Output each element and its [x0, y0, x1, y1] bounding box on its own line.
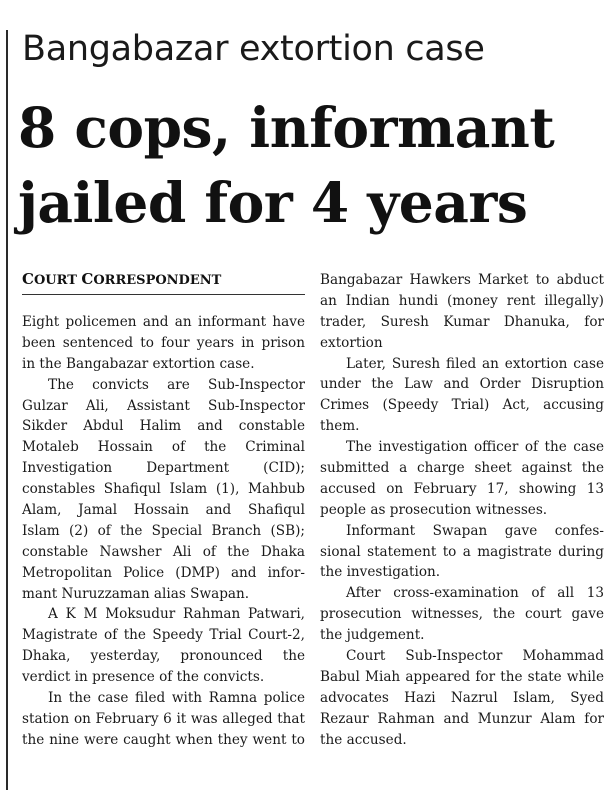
text-line: the judgement.	[320, 627, 425, 644]
text-line: Crimes (Speedy Trial) Act, accusing	[320, 397, 604, 414]
text-line: advocates Hazi Nazrul Islam, Syed	[320, 689, 604, 706]
byline-rest-2: ORRESPONDENT	[93, 273, 222, 288]
text-line: Metropolitan Police (DMP) and infor-	[22, 564, 305, 581]
text-line: Rezaur Rahman and Munzur Alam for	[320, 710, 604, 727]
text-line: station on February 6 it was alleged that	[22, 710, 305, 727]
text-line: Dhaka, yesterday, pronounced the	[22, 648, 305, 665]
text-line: been sentenced to four years in prison	[22, 334, 305, 351]
text-line: sional statement to a magistrate during	[320, 543, 604, 560]
text-line: The convicts are Sub-Inspector	[48, 376, 305, 393]
text-line: an Indian hundi (money rent illegally)	[320, 292, 604, 309]
text-line: In the case filed with Ramna police	[48, 690, 305, 707]
text-line: Court Sub-Inspector Mohammad	[346, 648, 604, 665]
article-column-right	[320, 270, 604, 750]
kicker-heading: Bangabazar extortion case	[22, 29, 485, 69]
text-line: constables Shafiqul Islam (1), Mahbub	[22, 481, 305, 498]
text-line: constable Nawsher Ali of the Dhaka	[22, 543, 305, 560]
text-line: the accused.	[320, 731, 407, 748]
headline-line-1: 8 cops, informant	[18, 95, 555, 160]
text-line: verdict in presence of the convicts.	[22, 669, 265, 686]
article-column-left	[22, 312, 305, 751]
text-line: Eight policemen and an informant have	[22, 314, 305, 330]
byline-rest-1: OURT	[33, 273, 82, 288]
text-line: accused on February 17, showing 13	[320, 480, 604, 497]
text-line: Islam (2) of the Special Branch (SB);	[22, 522, 305, 539]
byline-divider	[22, 294, 305, 295]
text-line: under the Law and Order Disruption	[320, 376, 604, 393]
text-line: Later, Suresh filed an extortion case	[346, 355, 604, 372]
text-line: mant Nuruzzaman alias Swapan.	[22, 585, 250, 602]
text-line: Magistrate of the Speedy Trial Court-2,	[22, 627, 305, 644]
text-line: in the Bangabazar extortion case.	[22, 355, 255, 372]
column-rule	[6, 30, 8, 790]
byline	[22, 271, 221, 289]
headline	[18, 90, 608, 240]
text-line: Gulzar Ali, Assistant Sub-Inspector	[22, 397, 305, 414]
byline-initial-1: C	[22, 270, 34, 288]
text-line: people as prosecution witnesses.	[320, 501, 548, 518]
text-line: Investigation Department (CID);	[22, 460, 305, 477]
text-line: the nine were caught when they went to	[22, 731, 305, 748]
text-line: After cross-examination of all 13	[346, 585, 604, 602]
text-line: Bangabazar Hawkers Market to abduct	[320, 272, 604, 288]
text-line: Babul Miah appeared for the state while	[320, 668, 604, 685]
text-line: Informant Swapan gave confes-	[346, 522, 604, 539]
text-line: extortion	[320, 334, 383, 351]
text-line: Motaleb Hossain of the Criminal	[22, 439, 305, 456]
text-line: The investigation officer of the case	[346, 439, 604, 456]
text-line: submitted a charge sheet against the	[320, 460, 604, 477]
headline-line-2: jailed for 4 years	[18, 170, 528, 235]
text-line: them.	[320, 418, 360, 435]
text-line: trader, Suresh Kumar Dhanuka, for	[320, 313, 604, 330]
text-line: prosecution witnesses, the court gave	[320, 606, 604, 623]
text-line: Alam, Jamal Hossain and Shafiqul	[22, 502, 305, 519]
text-line: Sikder Abdul Halim and constable	[22, 418, 305, 435]
byline-initial-2: C	[81, 270, 94, 288]
text-line: A K M Moksudur Rahman Patwari,	[48, 606, 305, 623]
text-line: the investigation.	[320, 564, 441, 581]
